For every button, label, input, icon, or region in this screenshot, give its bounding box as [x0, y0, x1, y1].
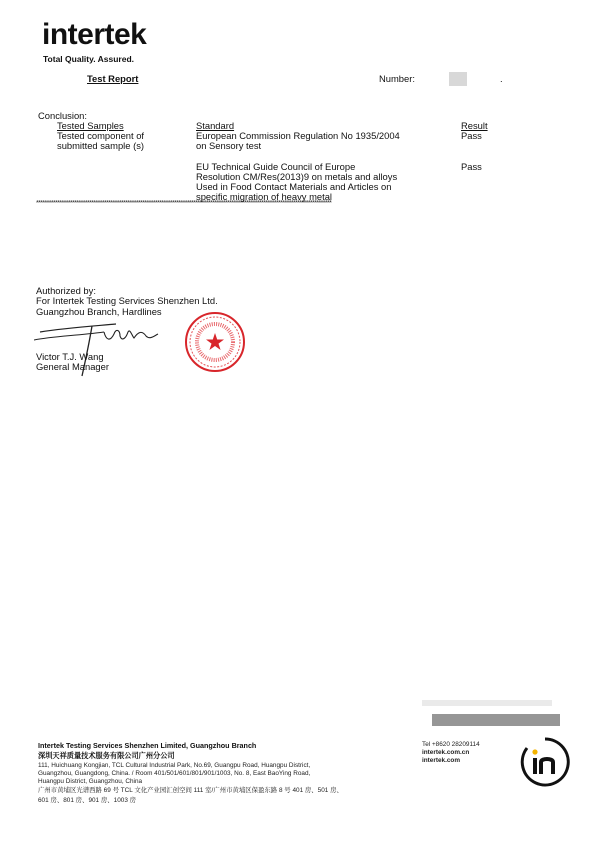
signatory-name: Victor T.J. Wang [36, 351, 104, 362]
footer-address-cn-2: 601 房、801 房、901 房、1003 房 [38, 797, 137, 804]
col-result: Result [461, 120, 488, 131]
footer-company: Intertek Testing Services Shenzhen Limited, Guangzhou Branch [38, 741, 257, 750]
report-title: Test Report [87, 73, 139, 84]
footer-company-cn: 深圳天祥质量技术服务有限公司广州分公司 [38, 751, 175, 760]
authorized-branch: Guangzhou Branch, Hardlines [36, 306, 162, 317]
standard-1-line-1: European Commission Regulation No 1935/2004 [196, 130, 400, 141]
standard-2-line-1: EU Technical Guide Council of Europe [196, 161, 356, 172]
standard-2-line-3: Used in Food Contact Materials and Articles on [196, 181, 392, 192]
stamp-icon [184, 311, 246, 373]
footer-address-3: Huangpu District, Guangzhou, China [38, 778, 143, 785]
conclusion-label: Conclusion: [38, 110, 87, 121]
standard-1-line-2: on Sensory test [196, 140, 262, 151]
intertek-mark-icon [519, 736, 571, 788]
footer-address-1: 111, Huichuang Kongjian, TCL Cultural Industrial Park, No.69, Guangpu Road, Huangpu District, [38, 762, 311, 769]
result-1: Pass [461, 130, 482, 141]
authorized-company: For Intertek Testing Services Shenzhen Ltd. [36, 295, 218, 306]
footer-web-cn: intertek.com.cn [422, 749, 470, 756]
number-suffix: . [500, 73, 503, 84]
standard-2-line-4: specific migration of heavy metal [196, 191, 332, 202]
col-standard: Standard [196, 120, 235, 131]
standard-2-line-2: Resolution CM/Res(2013)9 on metals and alloys [196, 171, 398, 182]
footer-address-cn-1: 广州市黄埔区光谱西路 69 号 TCL 文化产业园汇创空间 111 室/广州市黄埔区保盈东路 8 号 401 房、501 房、 [38, 787, 343, 794]
number-label: Number: [379, 73, 415, 84]
redacted-number [449, 72, 467, 86]
col-tested-samples: Tested Samples [57, 120, 124, 131]
intertek-logo: intertek [42, 18, 147, 51]
logo-tagline: Total Quality. Assured. [43, 54, 134, 64]
authorized-by: Authorized by: [36, 285, 96, 296]
redacted-line-1 [422, 700, 552, 706]
footer-tel: Tel +8620 28209114 [422, 741, 480, 748]
separator-line: ******************************************************************************************************************************************* [36, 200, 332, 207]
sample-line-1: Tested component of [57, 130, 145, 141]
sample-line-2: submitted sample (s) [57, 140, 145, 151]
redacted-line-2 [432, 714, 560, 726]
result-2: Pass [461, 161, 482, 172]
signatory-title: General Manager [36, 361, 109, 372]
footer-web: intertek.com [422, 757, 461, 764]
footer-address-2: Guangzhou, Guangdong, China. / Room 401/501/601/801/901/1003, No. 8, East BaoYing Road, [38, 770, 311, 777]
